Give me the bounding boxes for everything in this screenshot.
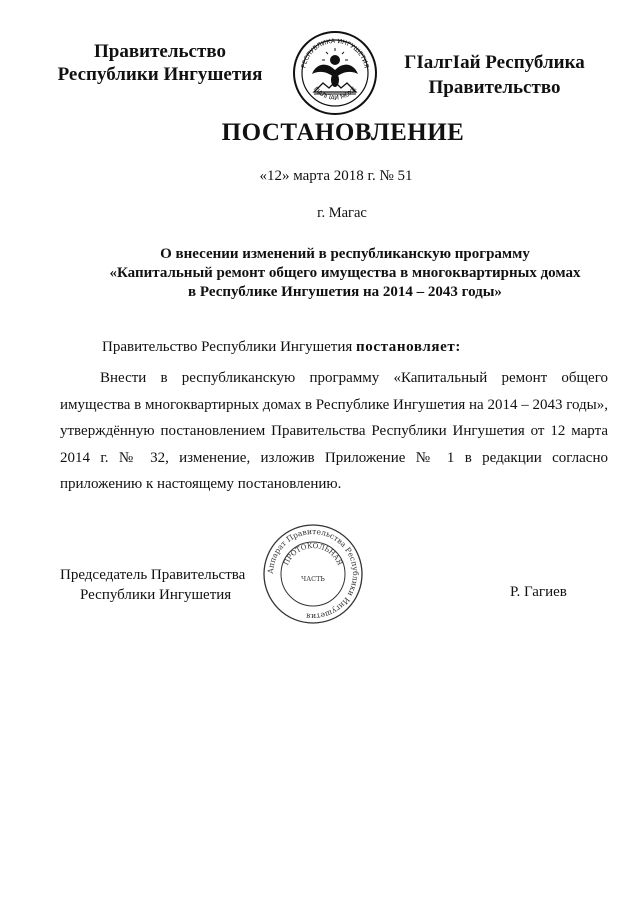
- header-right-block: [392, 50, 597, 100]
- signature-title-line2: Республики Ингушетия: [80, 587, 232, 603]
- header-left-line2: Республики Ингушетия: [57, 64, 263, 85]
- emblem-text-top: РЕСПУБЛИКА ИНГУШЕТИЯ: [300, 37, 370, 69]
- coat-of-arms-emblem: [292, 30, 378, 116]
- official-stamp: [262, 523, 364, 625]
- document-title: ПОСТАНОВЛЕНИЕ: [221, 119, 465, 146]
- stamp-inner-text: ПРОТОКОЛЬНАЯ: [282, 541, 344, 567]
- preamble-emphasis: постановляет:: [356, 339, 461, 355]
- stamp-outer-text: Аппарат Правительства Республики Ингушетия: [265, 526, 361, 622]
- signatory-name: Р. Гагиев: [510, 584, 567, 600]
- subject-line-2: «Капитальный ремонт общего имущества в многоквартирных домах: [109, 265, 581, 281]
- document-date-number: «12» марта 2018 г. № 51: [259, 168, 413, 184]
- document-place: г. Магас: [317, 205, 367, 221]
- signature-title-line1: Председатель Правительства: [60, 567, 246, 583]
- signature-title: [60, 565, 245, 605]
- emblem-text-bottom: ГІАЛГІАЙ МОХК: [311, 85, 359, 102]
- subject-line-3: в Республике Ингушетия на 2014 – 2043 годы»: [188, 284, 502, 300]
- subject-line-1: О внесении изменений в республиканскую программу: [160, 246, 530, 262]
- header-right-line1: ГІалгІай Республика: [404, 52, 585, 73]
- stamp-center-text: ЧАСТЬ: [301, 575, 325, 583]
- header-left-block: [40, 40, 280, 86]
- preamble-text: Правительство Республики Ингушетия: [102, 339, 357, 355]
- document-body: Внести в республиканскую программу «Капитальный ремонт общего имущества в многоквартирных домах в Республике Ингушетия на 2014 – 2043 годы», утверждённую постановлением Правительства Республики Ингушетия от 12 марта 2014 г. № 32, изменение, изложив Приложение № 1 в редакции согласно приложению к настоящему постановлению.: [60, 370, 608, 492]
- header-left-line1: Правительство: [94, 41, 226, 62]
- document-subject: [80, 245, 610, 302]
- header-right-line2: Правительство: [428, 77, 561, 98]
- preamble: [102, 339, 461, 356]
